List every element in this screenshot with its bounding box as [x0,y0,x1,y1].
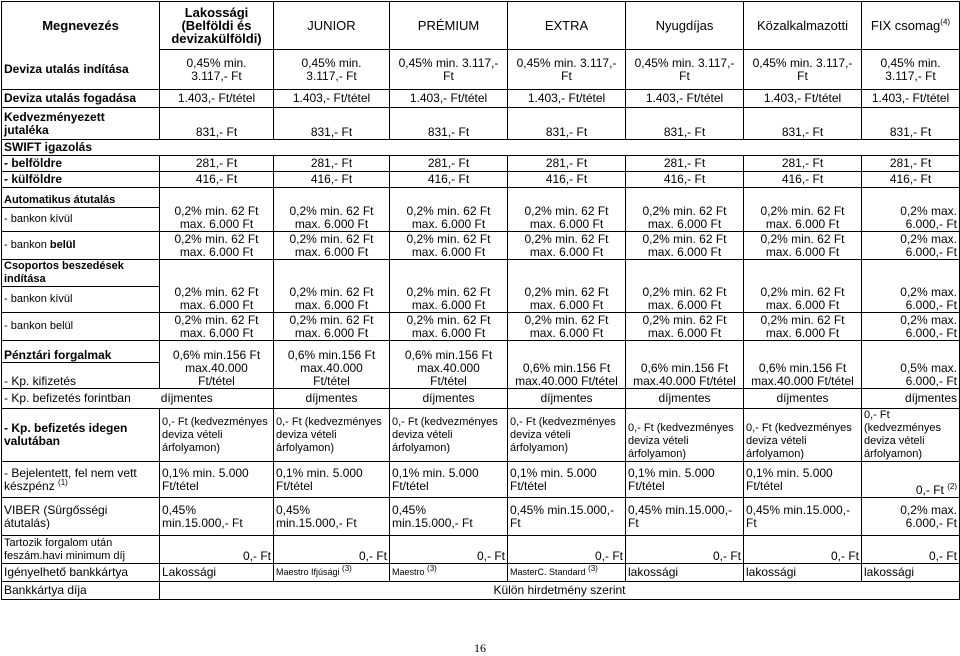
row-label: SWIFT igazolás [2,140,960,156]
row-label: Automatikus átutalás [2,188,160,208]
row-jutalek: Kedvezményezett jutaléka 831,- Ft 831,- Ft 831,- Ft 831,- Ft 831,- Ft 831,- Ft 831,- Ft [2,108,960,140]
header-row [2,2,960,50]
row-label: Deviza utalás indítása [2,50,160,90]
row-kartya-dij: Bankkártya díja Külön hirdetmény szerint [2,582,960,600]
row-label: Deviza utalás fogadása [2,90,160,108]
row-label: - belföldre [2,156,160,172]
row-deviza-inditas: Deviza utalás indítása 0,45% min. 3.117,- Ft 0,45% min. 3.117,- Ft 0,45% min. 3.117,- Ft 0,45% min. 3.117,- Ft 0,45% min. 3.117,- Ft 0,45% min. 3.117,- Ft 0,45% min. 3.117,- Ft [2,50,960,90]
row-csoportos-belul: - bankon belül 0,2% min. 62 Ft max. 6.000 Ft 0,2% min. 62 Ft max. 6.000 Ft 0,2% min. 62 Ft max. 6.000 Ft 0,2% min. 62 Ft max. 6.000 Ft 0,2% min. 62 Ft max. 6.000 Ft 0,2% min. 62 Ft max. 6.000 Ft 0,2% max. 6.000,- Ft [2,313,960,341]
header-fix: FIX csomag$^{(4)}$ [862,2,960,50]
header-megnevezes: Megnevezés [2,2,160,50]
header-lakossagi: Lakossági (Belföldi és devizakülföldi) [160,2,274,50]
row-deviza-fogadas: Deviza utalás fogadása 1.403,- Ft/tétel 1.403,- Ft/tétel 1.403,- Ft/tétel 1.403,- Ft/tétel 1.403,- Ft/tétel 1.403,- Ft/tétel 1.403,- Ft/tétel [2,90,960,108]
row-auto-belul: - bankon belül 0,2% min. 62 Ft max. 6.000 Ft 0,2% min. 62 Ft max. 6.000 Ft 0,2% min. 62 Ft max. 6.000 Ft 0,2% min. 62 Ft max. 6.000 Ft 0,2% min. 62 Ft max. 6.000 Ft 0,2% min. 62 Ft max. 6.000 Ft 0,2% max. 6.000,- Ft [2,232,960,260]
row-label: Igényelhető bankkártya [2,564,160,582]
row-label: - bankon kívül [2,208,160,232]
row-csoportos-header: Csoportos beszedések indítása 0,2% min. 62 Ft max. 6.000 Ft 0,2% min. 62 Ft max. 6.000 Ft 0,2% min. 62 Ft max. 6.000 Ft 0,2% min. 62 Ft max. 6.000 Ft 0,2% min. 62 Ft max. 6.000 Ft 0,2% min. 62 Ft max. 6.000 Ft 0,2% max. 6.000,- Ft [2,260,960,287]
row-auto-header: Automatikus átutalás 0,2% min. 62 Ft max. 6.000 Ft 0,2% min. 62 Ft max. 6.000 Ft 0,2% min. 62 Ft max. 6.000 Ft 0,2% min. 62 Ft max. 6.000 Ft 0,2% min. 62 Ft max. 6.000 Ft 0,2% min. 62 Ft max. 6.000 Ft 0,2% max. 6.000,- Ft [2,188,960,208]
row-kartya: Igényelhető bankkártya Lakossági Maestro Ifjúsági $^{(3)}$ Maestro $^{(3)}$ MasterC. Standard $^{(3)}$ lakossági lakossági lakossági [2,564,960,582]
fee-table [1,1,960,600]
row-label: - Kp. befizetés forintban díjmentes [2,389,274,409]
header-nyugdijas: Nyugdíjas [626,2,744,50]
header-premium: PRÉMIUM [390,2,508,50]
row-label: - bankon belül [2,313,160,341]
row-label: Kedvezményezett jutaléka [2,108,160,140]
row-bejelentett: - Bejelentett, fel nem vett készpénz $^{(1)}$ 0,1% min. 5.000 Ft/tétel 0,1% min. 5.000 Ft/tétel 0,1% min. 5.000 Ft/tétel 0,1% min. 5.000 Ft/tétel 0,1% min. 5.000 Ft/tétel 0,1% min. 5.000 Ft/tétel 0,- Ft $^{(2)}$ [2,462,960,498]
row-label: - bankon belül [2,232,160,260]
row-label: - Bejelentett, fel nem vett készpénz $^{(1)}$ [2,462,160,498]
row-kulfoldre: - külföldre 416,- Ft 416,- Ft 416,- Ft 416,- Ft 416,- Ft 416,- Ft 416,- Ft [2,172,960,188]
row-viber: VIBER (Sürgősségi átutalás) 0,45% min.15.000,- Ft 0,45% min.15.000,- Ft 0,45% min.15.000,- Ft 0,45% min.15.000,- Ft 0,45% min.15.000,- Ft 0,45% min.15.000,- Ft 0,2% max. 6.000,- Ft [2,498,960,536]
row-label: - Kp. befizetés idegen valutában [2,409,160,462]
row-swift [2,140,960,156]
row-label: - külföldre [2,172,160,188]
row-kp-forint: - Kp. befizetés forintban díjmentes díjmentes díjmentes díjmentes díjmentes díjmentes díjmentes [2,389,960,409]
row-penztar-header: Pénztári forgalmak 0,6% min.156 Ft max.40.000 Ft/tétel 0,6% min.156 Ft max.40.000 Ft/tétel 0,6% min.156 Ft max.40.000 Ft/tétel 0,6% min.156 Ft max.40.000 Ft/tétel 0,6% min.156 Ft max.40.000 Ft/tétel 0,6% min.156 Ft max.40.000 Ft/tétel 0,5% max. 6.000,- Ft [2,341,960,363]
row-label: - bankon kívül [2,287,160,313]
row-label: Pénztári forgalmak [2,341,160,363]
row-label: - Kp. kifizetés [2,363,160,389]
row-label: Tartozik forgalom után feszám.havi minimum díj [2,536,160,564]
row-kp-idegen: - Kp. befizetés idegen valutában 0,- Ft (kedvezményes deviza vételi árfolyamon) 0,- Ft (kedvezményes deviza vételi árfolyamon) 0,- Ft (kedvezményes deviza vételi árfolyamon) 0,- Ft (kedvezményes deviza vételi árfolyamon) 0,- Ft (kedvezményes deviza vételi árfolyamon) 0,- Ft (kedvezményes deviza vételi árfolyamon) 0,- Ft (kedvezményes deviza vételi árfolyamon) [2,409,960,462]
row-label: VIBER (Sürgősségi átutalás) [2,498,160,536]
page-number: 16 [474,641,486,655]
row-tartozik: Tartozik forgalom után feszám.havi minimum díj 0,- Ft 0,- Ft 0,- Ft 0,- Ft 0,- Ft 0,- Ft 0,- Ft [2,536,960,564]
row-label: Bankkártya díja [2,582,160,600]
header-kozalkalmazotti: Közalkalmazotti [744,2,862,50]
header-extra: EXTRA [508,2,626,50]
row-belfoldre: - belföldre 281,- Ft 281,- Ft 281,- Ft 281,- Ft 281,- Ft 281,- Ft 281,- Ft [2,156,960,172]
header-junior: JUNIOR [274,2,390,50]
row-label: Csoportos beszedések indítása [2,260,160,287]
